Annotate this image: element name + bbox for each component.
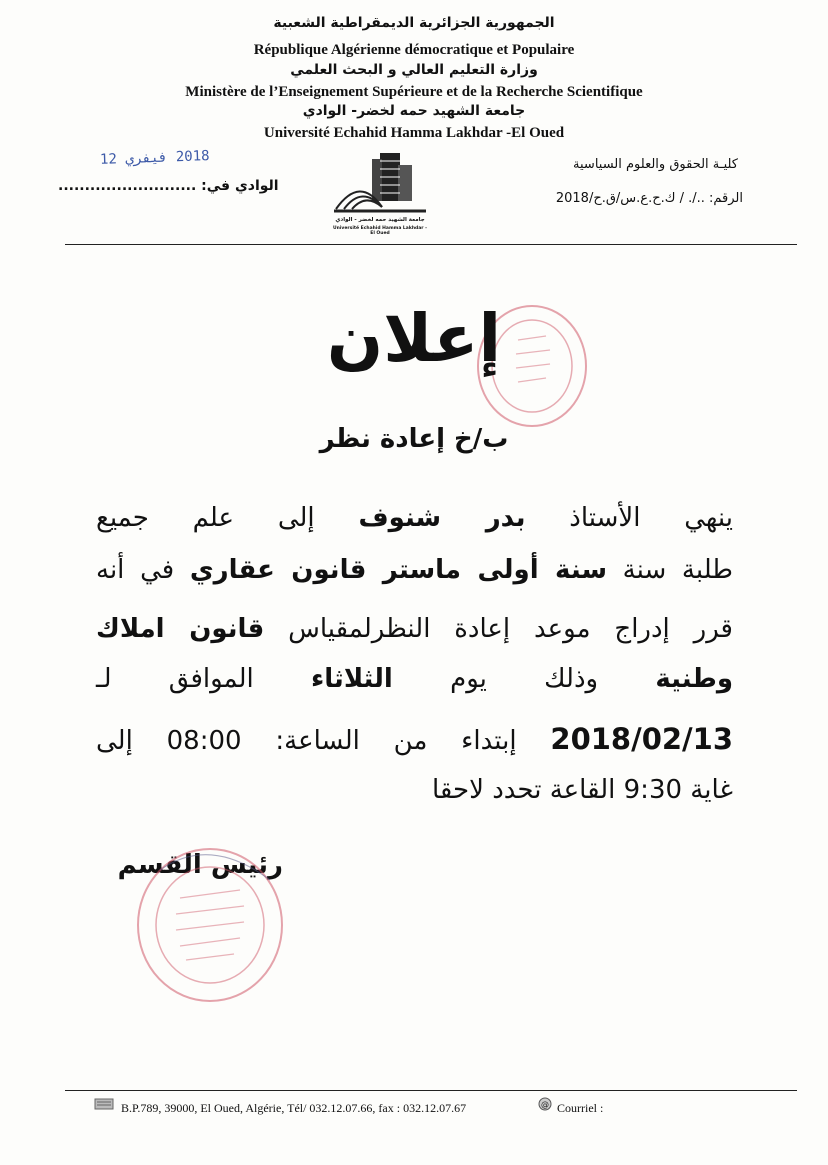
line1-text-a: ينهي الأستاذ — [525, 503, 733, 533]
header-divider — [65, 244, 797, 245]
reference-label: الرقم: — [709, 191, 743, 206]
exam-day: الثلاثاء — [311, 664, 393, 694]
announcement-subtitle: ب/خ إعادة نظر — [319, 424, 509, 454]
republic-fr: République Algérienne démocratique et Populaire — [253, 42, 575, 58]
svg-text:@: @ — [541, 1100, 549, 1109]
exam-time: إبتداء من الساعة: 08:00 إلى — [96, 726, 551, 756]
body-line-4 — [96, 664, 733, 694]
mailbox-icon — [94, 1097, 114, 1111]
line1-text-b: إلى علم جميع — [96, 503, 359, 533]
footer-divider — [65, 1090, 797, 1091]
university-logo-icon — [330, 145, 430, 237]
logo-caption-fr: Université Echahid Hamma Lakhdar - El Oued — [333, 226, 427, 236]
line3-text-a: قرر إدراج موعد إعادة النظرلمقياس — [264, 614, 733, 644]
official-stamp-bottom — [117, 840, 300, 1010]
body-line-6: غاية 9:30 القاعة تحدد لاحقا — [431, 775, 733, 805]
republic-ar: الجمهورية الجزائرية الديمقراطية الشعبية — [273, 15, 555, 31]
module-name: قانون املاك — [96, 614, 265, 644]
line4-text-a: وذلك يوم — [392, 664, 656, 694]
dateline: الوادي في: .......................... — [58, 178, 279, 194]
university-fr: Université Echahid Hamma Lakhdar -El Oued — [263, 125, 565, 141]
faculty-name: كليـة الحقوق والعلوم السياسية — [573, 157, 738, 172]
line2-text-a: طلبة سنة — [607, 555, 733, 585]
body-line-2 — [96, 555, 733, 585]
received-date-stamp: 2018 فيفري 12 — [99, 148, 210, 168]
line4-text-b: الموافق لـ — [96, 664, 311, 694]
line2-text-b: في أنه — [96, 555, 190, 585]
body-line-5 — [96, 722, 733, 756]
exam-date: 2018/02/13 — [550, 722, 733, 756]
university-logo — [330, 145, 430, 237]
reference-number — [556, 191, 743, 206]
ministry-fr: Ministère de l’Enseignement Supérieure et de la Recherche Scientifique — [185, 84, 643, 100]
body-line-1 — [96, 503, 733, 533]
program-name: سنة أولى ماستر قانون عقاري — [189, 555, 608, 585]
department-head-signature: رئيس القسم — [117, 850, 283, 880]
body-line-3 — [96, 614, 733, 644]
reference-value: ../. / ك.ح.ع.س/ق.ح/2018 — [555, 191, 705, 206]
email-icon — [535, 1097, 555, 1111]
university-ar: جامعة الشهيد حمه لخضر- الوادي — [302, 103, 526, 119]
logo-caption-ar: جامعة الشهيد حمه لخضر - الوادي — [335, 217, 425, 223]
module-name-cont: وطنية — [655, 664, 734, 694]
announcement-title: إعلان — [326, 300, 502, 377]
ministry-ar: وزارة التعليم العالي و البحث العلمي — [290, 62, 538, 78]
professor-name: بدر شنوف — [358, 503, 526, 533]
footer-address: B.P.789, 39000, El Oued, Algérie, Tél/ 032.12.07.66, fax : 032.12.07.67 — [121, 1101, 467, 1115]
footer-courriel: Courriel : — [557, 1101, 604, 1115]
